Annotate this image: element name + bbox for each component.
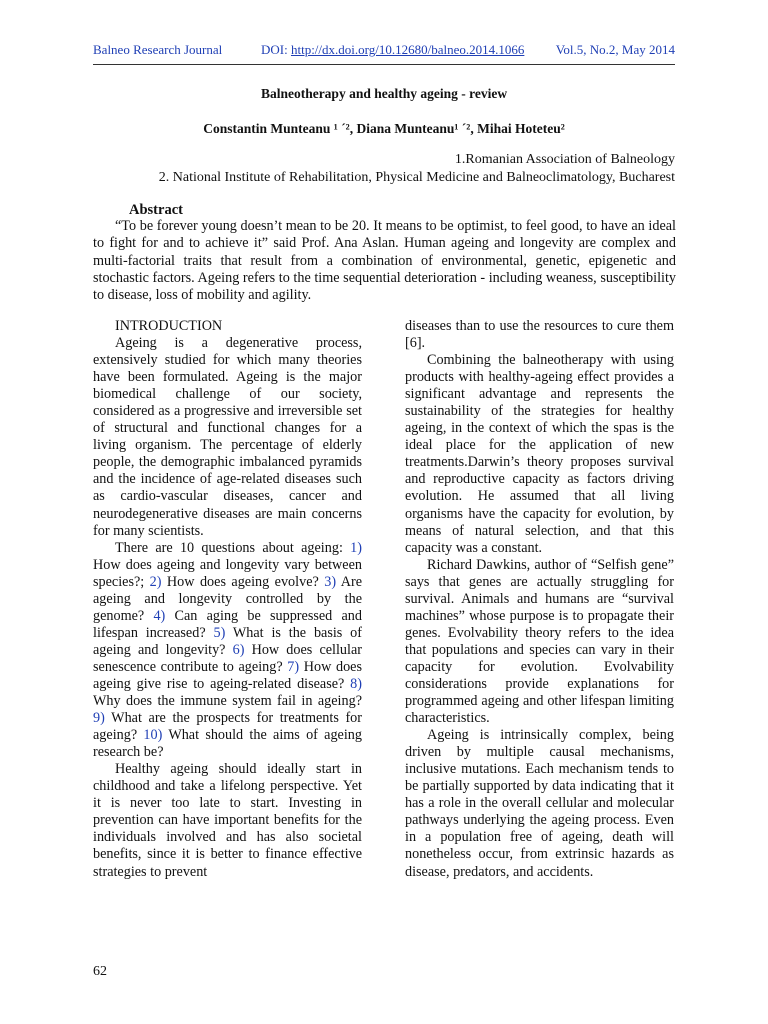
right-column [405,318,674,881]
header-divider [93,64,675,65]
ageing-complexity-paragraph: Ageing is intrinsically complex, being driven by multiple causal mechanisms, inclusive mutations. Each mechanism tends to be partially supported by data indicating that it has a role in the overall cellular and molecular pathways underlying the ageing process. Even in a population free of ageing, death will nonetheless occur, from extrinsic hazards as disease, predators, and accidents. [405,727,674,880]
question-text: How does ageing and longevity vary between species?; [93,556,362,590]
questions-paragraph [93,540,362,762]
affiliation-2: 2. National Institute of Rehabilitation, Physical Medicine and Balneoclimatology, Bucharest [158,170,675,185]
question-number: 3) [324,573,337,590]
question-number: 2) [149,573,162,590]
left-column [93,318,362,881]
continued-paragraph: diseases than to use the resources to cure them [6]. [405,318,674,352]
question-text: What should the aims of ageing research be? [93,727,362,761]
affiliation-1: 1.Romanian Association of Balneology [454,152,675,167]
doi-label: DOI: [261,42,291,57]
paper-title: Balneotherapy and healthy ageing - review [260,86,508,101]
doi-link[interactable]: http://dx.doi.org/10.12680/balneo.2014.1066 [290,42,525,57]
volume-info: Vol.5, No.2, May 2014 [555,42,675,57]
question-text: How does ageing give rise to ageing-related disease? [93,658,362,692]
author-list: Constantin Munteanu ¹ ´², Diana Munteanu¹ ´², Mihai Hoteteu² [203,121,565,136]
running-header [93,42,675,60]
section-heading-introduction: INTRODUCTION [115,318,223,334]
question-text: What is the basis of ageing and longevity? [93,624,362,658]
questions-intro: There are 10 questions about ageing: [115,539,351,556]
abstract-text: “To be forever young doesn’t mean to be 20. It means to be optimist, to feel good, to have an ideal to fight for and to achieve it” said Prof. Ana Aslan. Human ageing and longevity are complex and multi-factorial traits that result from a combination of environmental, genetic, epigenetic and stochastic factors. Ageing refers to the time sequential deterioration - including weaness, susceptibility to disease, loss of mobility and agility. [93,218,676,304]
abstract-heading: Abstract [129,202,183,218]
page-number: 62 [93,964,107,979]
intro-paragraph-1: Ageing is a degenerative process, extensively studied for which many theories have been formulated. Ageing is the major biomedical challenge of our society, considered as a progressive and irreversible set of structural and functional changes for a living organism. The percentage of elderly people, the demographic imbalanced pyramids and the incidence of age-related diseases such as cardio-vascular diseases, cancer and neurodegenerative diseases are main concerns for many scientists. [93,335,362,539]
question-text: Are ageing and longevity controlled by the genome? [93,573,362,624]
question-number: 7) [287,658,300,675]
question-text: Can aging be suppressed and lifespan increased? [93,607,362,641]
question-number: 6) [232,641,245,658]
question-text: Why does the immune system fail in ageing? [93,693,362,710]
question-text: How does cellular senescence contribute to ageing? [93,641,362,675]
doi-line [261,42,524,58]
balneotherapy-paragraph: Combining the balneotherapy with using products with healthy-ageing effect provides a significant advantage and represents the sustainability of the strategies for healthy ageing, in the context of which the spas is the ideal place for the application of new treatments.Darwin’s theory proposes survival and reproductive capacity as factors driving evolution. He assumed that all living organisms have the capacity for evolution, by means of natural selection, and that this capacity was a constant. [405,352,674,556]
question-text: How does ageing evolve? [161,573,325,590]
question-number: 5) [213,624,226,641]
intro-paragraph-3: Healthy ageing should ideally start in childhood and take a lifelong perspective. Yet it is never too late to start. Investing in prevention can have important benefits for the individuals involved and has also societal benefits, since it is better to finance effective strategies to prevent [93,761,362,880]
dawkins-paragraph: Richard Dawkins, author of “Selfish gene” says that genes are actually struggling for survival. Animals and humans are “survival machines” whose purpose is to propagate their genes. Evolvability theory refers to the idea that populations and species can vary in their capacity for evolution. Evolvability considerations provide explanations for programmed ageing and other lifespan limiting characteristics. [405,556,674,727]
question-number: 4) [153,607,166,624]
question-number: 1) [350,539,362,556]
question-number: 10) [143,727,163,744]
journal-name: Balneo Research Journal [93,42,223,57]
question-text: What are the prospects for treatments for ageing? [93,710,362,744]
question-number: 9) [93,710,105,727]
question-number: 8) [350,675,362,692]
